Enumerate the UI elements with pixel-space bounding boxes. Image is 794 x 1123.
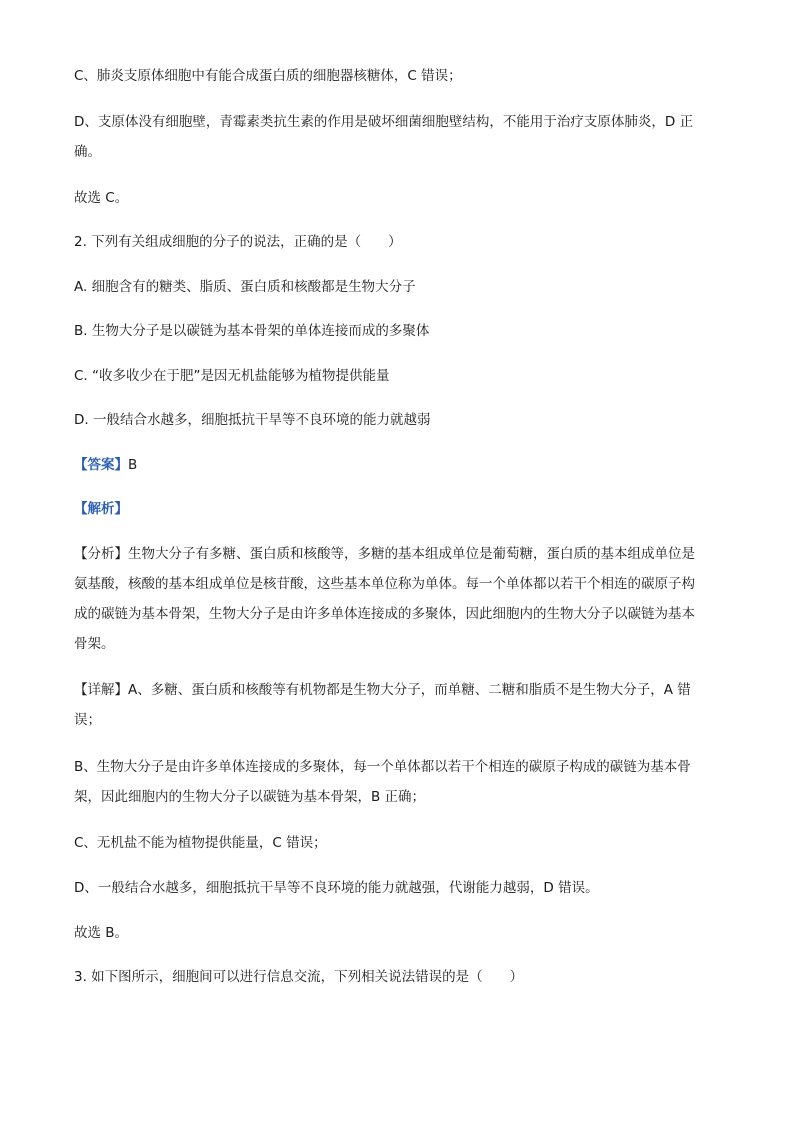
analysis-line [74, 544, 695, 564]
analysis-tag: 【分析】 [74, 546, 128, 562]
text-line: B、生物大分子是由许多单体连接成的多聚体，每一个单体都以若干个相连的碳原子构成的碳链为基本骨 [74, 759, 691, 775]
detail-tag: 【详解】 [74, 682, 128, 698]
option-b: B. 生物大分子是以碳链为基本骨架的单体连接而成的多聚体 [74, 323, 430, 339]
answer-value: B [128, 457, 138, 473]
text-line: 骨架。 [74, 636, 115, 652]
text-line: 架，因此细胞内的生物大分子以碳链为基本骨架，B 正确； [74, 789, 426, 805]
analysis-heading: 【解析】 [74, 501, 128, 517]
text-line: 确。 [74, 144, 101, 160]
option-d: D. 一般结合水越多，细胞抵抗干旱等不良环境的能力就越弱 [74, 412, 431, 428]
text-line: C、无机盐不能为植物提供能量，C 错误； [74, 835, 327, 851]
text-line: C、肺炎支原体细胞中有能合成蛋白质的细胞器核糖体，C 错误； [74, 68, 462, 84]
question-stem: 3. 如下图所示，细胞间可以进行信息交流，下列相关说法错误的是（ ） [74, 969, 524, 985]
text-line: 氨基酸，核酸的基本组成单位是核苷酸，这些基本单位称为单体。每一个单体都以若干个相连的碳原子构 [74, 576, 695, 592]
answer-line [74, 455, 137, 475]
analysis-text: 生物大分子有多糖、蛋白质和核酸等，多糖的基本组成单位是葡萄糖，蛋白质的基本组成单位是 [128, 546, 695, 562]
text-line: D、支原体没有细胞壁，青霉素类抗生素的作用是破坏细菌细胞壁结构，不能用于治疗支原体肺炎，D 正 [74, 114, 694, 130]
text-line: 误； [74, 712, 101, 728]
detail-text: A、多糖、蛋白质和核酸等有机物都是生物大分子，而单糖、二糖和脂质不是生物大分子，A 错 [128, 682, 691, 698]
detail-line [74, 680, 691, 700]
answer-tag: 【答案】 [74, 457, 128, 473]
option-a: A. 细胞含有的糖类、脂质、蛋白质和核酸都是生物大分子 [74, 279, 416, 295]
text-line: D、一般结合水越多，细胞抵抗干旱等不良环境的能力就越强，代谢能力越弱，D 错误。 [74, 880, 599, 896]
question-stem: 2. 下列有关组成细胞的分子的说法，正确的是（ ） [74, 234, 402, 250]
text-line: 成的碳链为基本骨架，生物大分子是由许多单体连接成的多聚体，因此细胞内的生物大分子以碳链为基本 [74, 606, 695, 622]
option-c: C. “收多收少在于肥”是因无机盐能够为植物提供能量 [74, 368, 390, 384]
text-line: 故选 B。 [74, 925, 129, 941]
text-line: 故选 C。 [74, 190, 129, 206]
